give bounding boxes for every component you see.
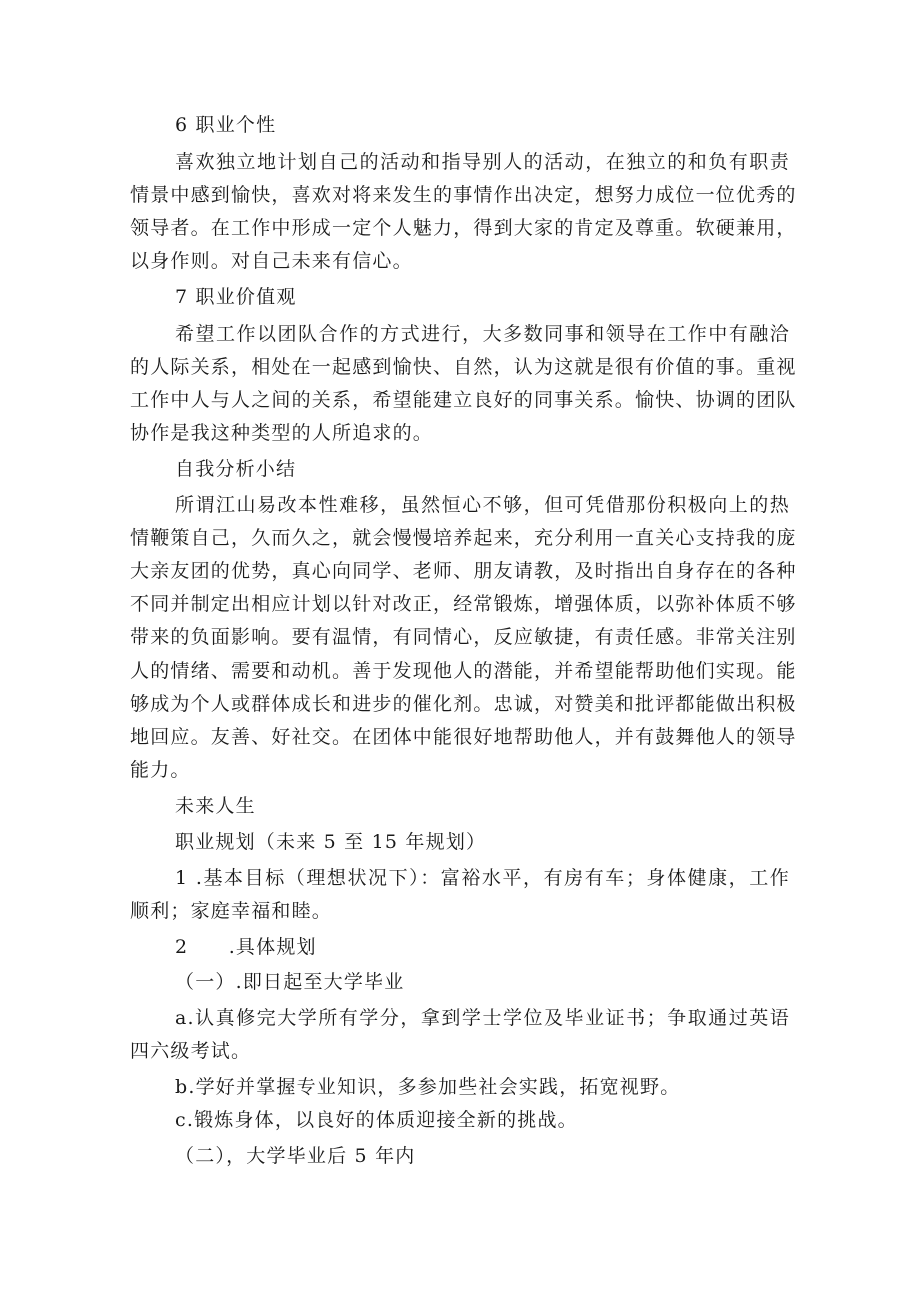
- paragraph-line: 希望工作以团队合作的方式进行，大多数同事和领导在工作中有融洽: [175, 323, 790, 345]
- paragraph-line: 大亲友团的优势，真心向同学、老师、朋友请教，及时指出自身存在的各种: [130, 560, 797, 582]
- subsection-heading-stage-2: （二），大学毕业后 5 年内: [175, 1145, 416, 1167]
- paragraph-line: 工作中人与人之间的关系，希望能建立良好的同事关系。愉快、协调的团队: [130, 389, 797, 411]
- section-heading-career-values: 7 职业价值观: [175, 286, 297, 308]
- paragraph-line: 带来的负面影响。要有温情，有同情心，反应敏捷，有责任感。非常关注别: [130, 626, 797, 648]
- section-heading-career-plan: 职业规划（未来 5 至 15 年规划）: [175, 831, 487, 853]
- paragraph-line: 够成为个人或群体成长和进步的催化剂。忠诚，对赞美和批评都能做出积极: [130, 693, 797, 715]
- section-heading-detailed-plan: 2 .具体规划: [175, 936, 317, 958]
- list-item-a-continued: 四六级考试。: [130, 1040, 252, 1062]
- subsection-heading-stage-1: （一）.即日起至大学毕业: [175, 971, 405, 993]
- paragraph-line: 所谓江山易改本性难移，虽然恒心不够，但可凭借那份积极向上的热: [175, 494, 790, 516]
- paragraph-line: 领导者。在工作中形成一定个人魅力，得到大家的肯定及尊重。软硬兼用，: [130, 217, 797, 239]
- list-item-a: a.认真修完大学所有学分，拿到学士学位及毕业证书；争取通过英语: [175, 1007, 790, 1029]
- paragraph-line: 喜欢独立地计划自己的活动和指导别人的活动，在独立的和负有职责: [175, 151, 790, 173]
- section-heading-future-life: 未来人生: [175, 795, 256, 817]
- paragraph-line: 以身作则。对自己未来有信心。: [130, 250, 413, 272]
- paragraph-line: 人的情绪、需要和动机。善于发现他人的潜能，并希望能帮助他们实现。能: [130, 660, 797, 682]
- section-heading-self-analysis: 自我分析小结: [175, 458, 297, 480]
- paragraph-line: 协作是我这种类型的人所追求的。: [130, 422, 434, 444]
- paragraph-line: 情鞭策自己，久而久之，就会慢慢培养起来，充分利用一直关心支持我的庞: [130, 527, 797, 549]
- paragraph-line: 地回应。友善、好社交。在团体中能很好地帮助他人，并有鼓舞他人的领导: [130, 726, 797, 748]
- paragraph-line: 顺利；家庭幸福和睦。: [130, 900, 333, 922]
- paragraph-line: 能力。: [130, 759, 191, 781]
- paragraph-line: 1 .基本目标（理想状况下）：富裕水平，有房有车；身体健康，工作: [175, 867, 790, 889]
- list-item-c: c.锻炼身体，以良好的体质迎接全新的挑战。: [175, 1109, 578, 1131]
- paragraph-line: 的人际关系，相处在一起感到愉快、自然，认为这就是很有价值的事。重视: [130, 356, 797, 378]
- section-heading-career-personality: 6 职业个性: [175, 114, 277, 136]
- list-item-b: b.学好并掌握专业知识，多参加些社会实践，拓宽视野。: [175, 1076, 681, 1098]
- paragraph-line: 情景中感到愉快，喜欢对将来发生的事情作出决定，想努力成位一位优秀的: [130, 184, 797, 206]
- paragraph-line: 不同并制定出相应计划以针对改正，经常锻炼，增强体质，以弥补体质不够: [130, 593, 797, 615]
